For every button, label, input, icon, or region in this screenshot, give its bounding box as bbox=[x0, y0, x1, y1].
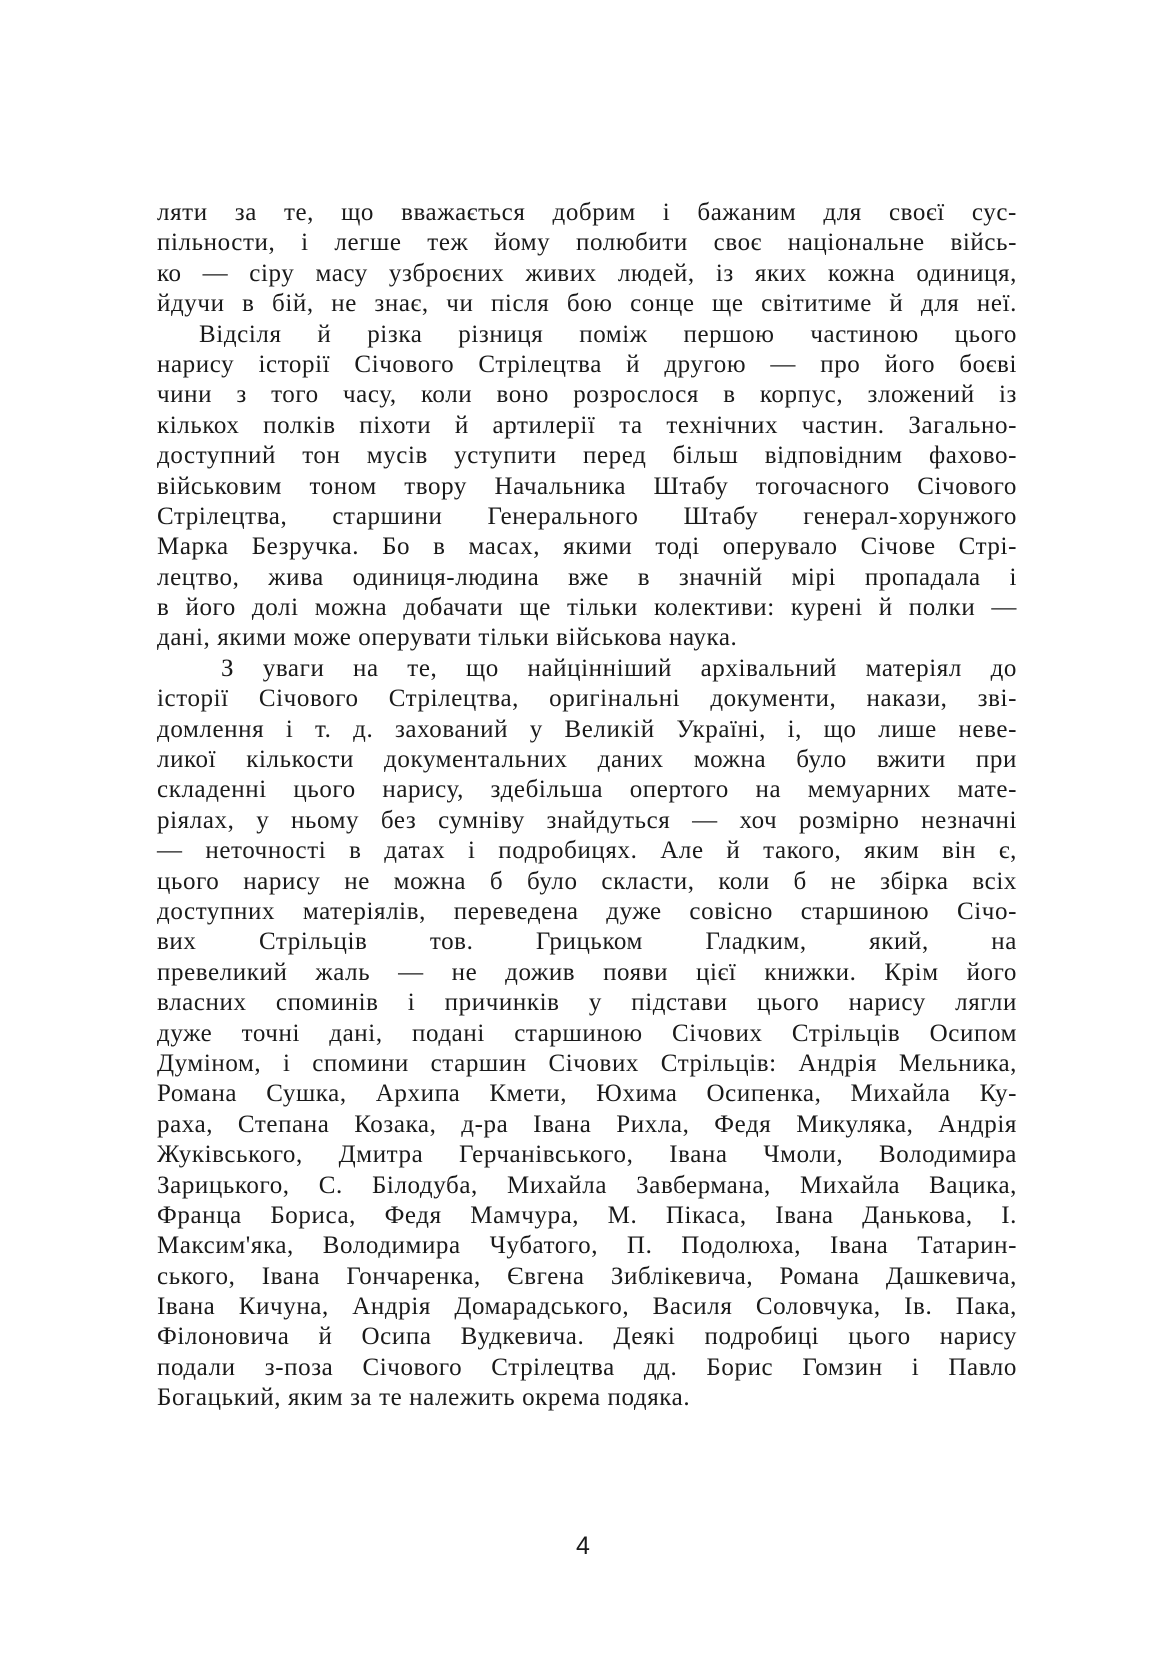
text-line: в його долі можна добачати ще тільки колективи: курені й полки — bbox=[157, 594, 1017, 622]
text-line: раха, Степана Козака, д-ра Івана Рихла, Федя Микуляка, Андрія bbox=[157, 1110, 1017, 1138]
text-line: Максим'яка, Володимира Чубатого, П. Подолюха, Івана Татарин- bbox=[157, 1232, 1017, 1260]
text-line: Франца Бориса, Федя Мамчура, М. Пікаса, Івана Данькова, І. bbox=[157, 1201, 1017, 1229]
text-line: дуже точні дані, подані старшиною Січових Стрільців Осипом bbox=[157, 1019, 1017, 1047]
paragraph-3 bbox=[157, 654, 1017, 1414]
text-line: Марка Безручка. Бо в масах, якими тоді оперувало Січове Стрі- bbox=[157, 533, 1017, 561]
text-line: військовим тоном твору Начальника Штабу тогочасного Січового bbox=[157, 472, 1017, 500]
text-line: — неточності в датах і подробицях. Але й такого, яким він є, bbox=[157, 837, 1017, 865]
text-line: дані, якими може оперувати тільки військова наука. bbox=[157, 624, 738, 652]
text-line: Стрілецтва, старшини Генерального Штабу генерал-хорунжого bbox=[157, 502, 1017, 530]
text-line: ко — сіру масу узброєних живих людей, із яких кожна одиниця, bbox=[157, 259, 1017, 287]
text-line: історії Січового Стрілецтва, оригінальні документи, накази, зві- bbox=[157, 685, 1017, 713]
text-line: ляти за те, що вважається добрим і бажаним для своєї сус- bbox=[157, 199, 1017, 226]
text-line: З уваги на те, що найцінніший архівальний матеріял до bbox=[221, 654, 1017, 682]
text-line: подали з-поза Січового Стрілецтва дд. Борис Гомзин і Павло bbox=[157, 1353, 1017, 1381]
text-line: пільности, і легше теж йому полюбити своє національне війсь- bbox=[157, 229, 1017, 257]
text-line: Жуківського, Дмитра Герчанівського, Івана Чмоли, Володимира bbox=[157, 1141, 1017, 1169]
page-number: 4 bbox=[576, 1532, 590, 1560]
text-line: домлення і т. д. захований у Великій Україні, і, що лише неве- bbox=[157, 715, 1017, 743]
text-line: доступних матеріялів, переведена дуже совісно старшиною Січо- bbox=[157, 897, 1017, 925]
text-line: нарису історії Січового Стрілецтва й другою — про його боєві bbox=[157, 350, 1017, 378]
text-line: Філоновича й Осипа Вудкевича. Деякі подробиці цього нарису bbox=[157, 1323, 1017, 1351]
text-line: доступний тон мусів уступити перед більш відповідним фахово- bbox=[157, 442, 1017, 470]
text-line: Відсіля й різка різниця поміж першою частиною цього bbox=[199, 320, 1017, 348]
text-line: чини з того часу, коли воно розрослося в корпус, зложений із bbox=[157, 381, 1017, 409]
text-line: вих Стрільців тов. Грицьком Гладким, який, на bbox=[157, 928, 1017, 956]
text-line: ликої кількости документальних даних можна було вжити при bbox=[157, 746, 1017, 774]
text-line: цього нарису не можна б було скласти, коли б не збірка всіх bbox=[157, 867, 1017, 895]
text-line: кількох полків піхоти й артилерії та технічних частин. Загально- bbox=[157, 411, 1017, 439]
text-line: складенні цього нарису, здебільша опертого на мемуарних мате- bbox=[157, 776, 1017, 804]
paragraph-1 bbox=[157, 198, 1017, 320]
body-text bbox=[157, 198, 1017, 1414]
text-line: превеликий жаль — не дожив появи цієї книжки. Крім його bbox=[157, 958, 1017, 986]
text-line: Зарицького, С. Білодуба, Михайла Завбермана, Михайла Вацика, bbox=[157, 1171, 1017, 1199]
paragraph-2 bbox=[157, 320, 1017, 654]
text-line: ського, Івана Гончаренка, Євгена Зиблікевича, Романа Дашкевича, bbox=[157, 1262, 1017, 1290]
text-line: лецтво, жива одиниця-людина вже в значній мірі пропадала і bbox=[157, 563, 1017, 591]
text-line: Івана Кичуна, Андрія Домарадського, Василя Соловчука, Ів. Пака, bbox=[157, 1293, 1017, 1321]
text-line: Богацький, яким за те належить окрема подяка. bbox=[157, 1384, 691, 1412]
text-line: ріялах, у ньому без сумніву знайдуться — хоч розмірно незначні bbox=[157, 806, 1017, 834]
text-line: власних споминів і причинків у підстави цього нарису лягли bbox=[157, 989, 1017, 1017]
text-line: Думіном, і спомини старшин Січових Стрільців: Андрія Мельника, bbox=[157, 1049, 1017, 1077]
text-line: Романа Сушка, Архипа Кмети, Юхима Осипенка, Михайла Ку- bbox=[157, 1080, 1017, 1108]
text-line: йдучи в бій, не знає, чи після бою сонце ще світитиме й для неї. bbox=[157, 290, 1017, 318]
